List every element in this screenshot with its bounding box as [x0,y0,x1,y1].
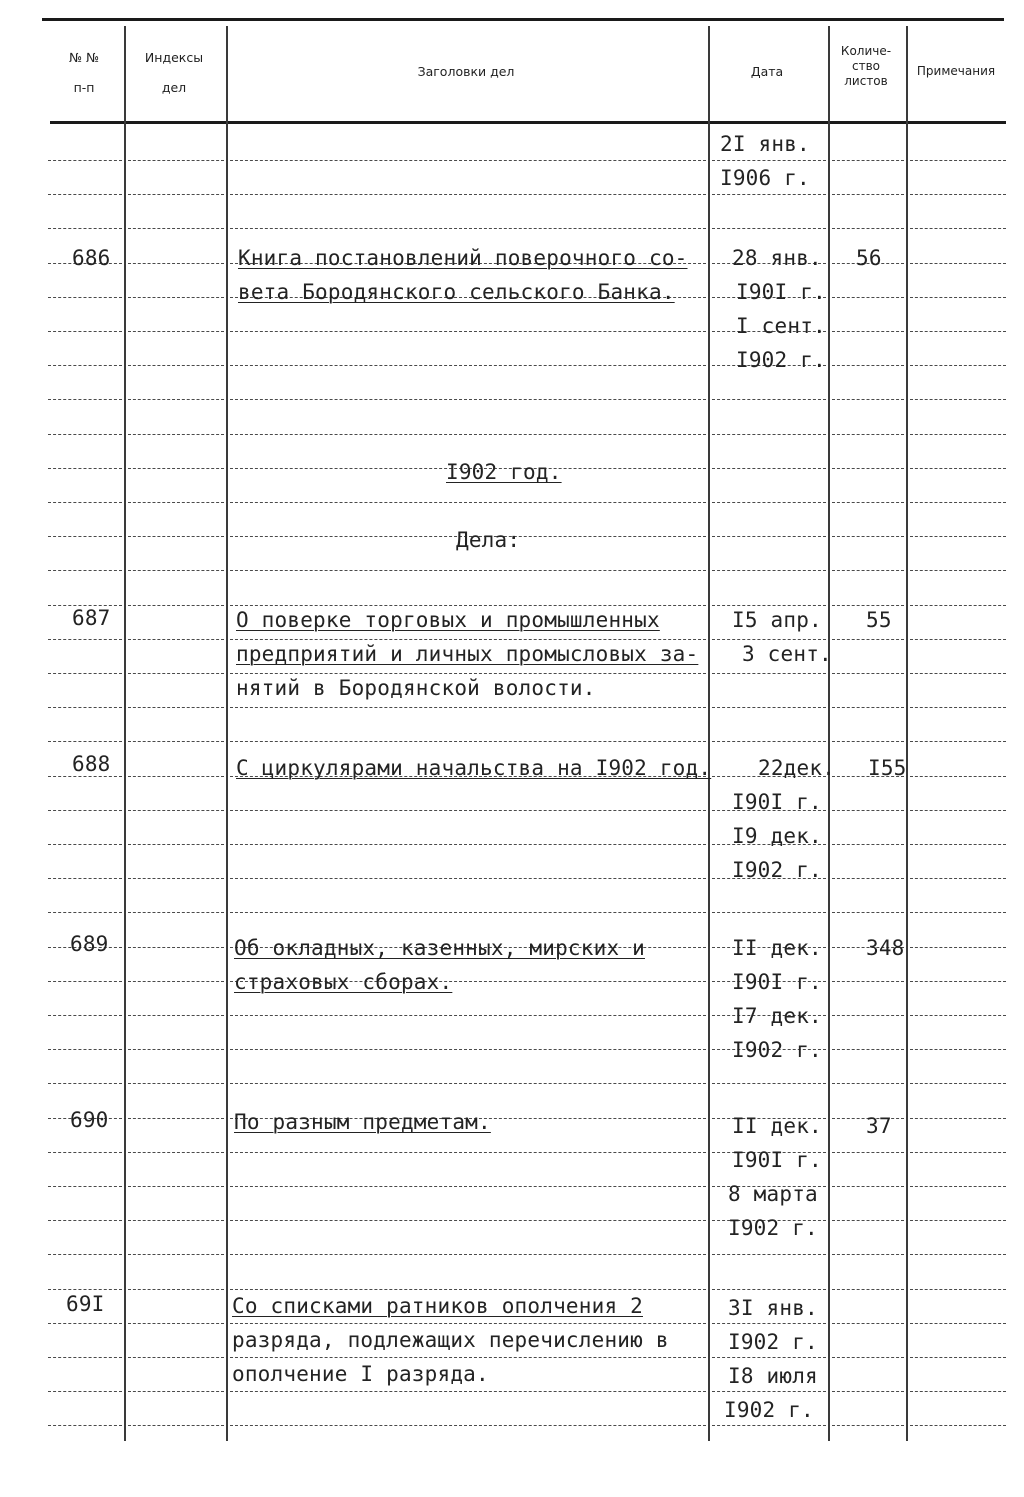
ruled-line [910,1425,1006,1426]
ruled-line [832,912,904,913]
ruled-line [230,570,706,571]
ruled-line [910,605,1006,606]
header-top-border [42,18,1004,21]
ruled-line [832,570,904,571]
ruled-line [230,1049,706,1050]
ruled-line [48,878,122,879]
ruled-line [832,1083,904,1084]
ruled-line [712,468,826,469]
ruled-line [230,331,706,332]
entry-688-date-3: I9 дек. [732,824,822,848]
ruled-line [832,1015,904,1016]
ruled-line [832,1049,904,1050]
ruled-line [230,228,706,229]
ruled-line [910,160,1006,161]
ruled-line [128,468,224,469]
ruled-line [128,1083,224,1084]
ruled-line [910,502,1006,503]
ruled-line [910,1049,1006,1050]
ruled-line [832,810,904,811]
entry-687-title-1: О поверке торговых и промышленных [236,608,660,632]
section-year: I902 год. [446,460,562,484]
ruled-line [128,1391,224,1392]
entry-691-date-1: 3I янв. [728,1296,818,1320]
ruled-line [128,365,224,366]
ruled-line [832,639,904,640]
ruled-line [230,707,706,708]
entry-688-title-1: С циркулярами начальства на I902 год. [236,756,712,780]
ruled-line [48,297,122,298]
ruled-line [48,194,122,195]
ruled-line [832,707,904,708]
ruled-line [832,844,904,845]
ruled-line [910,228,1006,229]
ruled-line [230,1357,706,1358]
ruled-line [128,331,224,332]
entry-690-date-4: I902 г. [728,1216,818,1240]
carryover-date-1: 2I янв. [720,132,810,156]
ruled-line [48,981,122,982]
ruled-line [910,1015,1006,1016]
col-divider-2 [226,26,228,1441]
ruled-line [128,673,224,674]
entry-686-sheets: 56 [856,246,882,270]
ruled-line [230,160,706,161]
ruled-line [712,570,826,571]
ruled-line [48,570,122,571]
entry-690-sheets: 37 [866,1114,892,1138]
entry-689-date-1: II дек. [732,936,822,960]
ruled-line [712,1323,826,1324]
ruled-line [48,1323,122,1324]
ruled-line [128,912,224,913]
ruled-line [910,1118,1006,1119]
ruled-line [230,741,706,742]
ruled-line [832,605,904,606]
ruled-line [48,331,122,332]
ruled-line [230,878,706,879]
ruled-line [712,1289,826,1290]
entry-690-date-3: 8 марта [728,1182,818,1206]
ruled-line [712,912,826,913]
ruled-line [48,1152,122,1153]
entry-689-title-2: страховых сборах. [234,970,453,994]
ruled-line [832,297,904,298]
ruled-line [128,878,224,879]
ruled-line [712,228,826,229]
ruled-line [48,1049,122,1050]
ruled-line [910,878,1006,879]
ruled-line [230,1254,706,1255]
header-bottom-border [50,121,1006,124]
entry-689-number: 689 [70,932,109,956]
ruled-line [48,844,122,845]
entry-691-date-3: I8 июля [728,1364,818,1388]
ruled-line [48,399,122,400]
ruled-line [230,639,706,640]
ruled-line [910,468,1006,469]
ruled-line [48,1083,122,1084]
entry-691-title-2: разряда, подлежащих перечислению в [232,1328,669,1352]
ruled-line [910,981,1006,982]
ruled-line [48,912,122,913]
ruled-line [230,1289,706,1290]
ruled-line [832,502,904,503]
ruled-line [48,468,122,469]
entry-691-date-2: I902 г. [728,1330,818,1354]
ruled-line [230,502,706,503]
ruled-line [128,776,224,777]
entry-686-title-2: вета Бородянского сельского Банка. [238,280,675,304]
ruled-line [832,1152,904,1153]
ruled-line [832,468,904,469]
ruled-line [712,399,826,400]
ruled-line [832,434,904,435]
ruled-line [230,673,706,674]
ruled-line [712,536,826,537]
col-divider-4 [828,26,830,1441]
entry-691-number: 69I [66,1292,105,1316]
entry-689-date-2: I90I г. [732,970,822,994]
ruled-line [910,707,1006,708]
ruled-line [230,1323,706,1324]
ruled-line [910,810,1006,811]
ruled-line [832,673,904,674]
entry-691-date-4: I902 г. [724,1398,814,1422]
entry-688-date-2: I90I г. [732,790,822,814]
ruled-line [910,947,1006,948]
ruled-line [712,707,826,708]
entry-687-title-3: нятий в Бородянской волости. [236,676,596,700]
ruled-line [712,1391,826,1392]
ruled-line [910,194,1006,195]
ruled-line [128,194,224,195]
ruled-line [712,194,826,195]
ruled-line [48,1186,122,1187]
ruled-line [48,434,122,435]
ruled-line [910,1323,1006,1324]
col-divider-5 [906,26,908,1441]
ruled-line [832,1323,904,1324]
ruled-line [128,947,224,948]
ruled-line [128,1323,224,1324]
ruled-line [128,502,224,503]
carryover-date-2: I906 г. [720,166,810,190]
ruled-line [910,1220,1006,1221]
ruled-line [910,912,1006,913]
ruled-line [230,365,706,366]
entry-690-title-1: По разным предметам. [234,1110,491,1134]
ruled-line [48,1015,122,1016]
ruled-line [128,707,224,708]
ruled-line [230,1220,706,1221]
ruled-line [712,605,826,606]
ruled-line [832,981,904,982]
ruled-line [910,639,1006,640]
header-sheets: Количе- ство листов [840,44,892,88]
ruled-line [128,810,224,811]
entry-690-date-1: II дек. [732,1114,822,1138]
ruled-line [832,1220,904,1221]
ruled-line [712,639,826,640]
ruled-line [128,1015,224,1016]
ruled-line [910,434,1006,435]
ruled-line [712,673,826,674]
ruled-line [48,502,122,503]
ruled-line [230,1152,706,1153]
header-date: Дата [750,64,784,79]
ruled-line [910,1289,1006,1290]
ruled-line [832,741,904,742]
ruled-line [910,1083,1006,1084]
ruled-line [230,605,706,606]
ruled-line [48,1391,122,1392]
ruled-line [910,570,1006,571]
ruled-line [128,160,224,161]
ruled-line [832,194,904,195]
ruled-line [48,160,122,161]
ruled-line [832,160,904,161]
ruled-line [128,1425,224,1426]
ruled-line [128,639,224,640]
ruled-line [910,1357,1006,1358]
ruled-line [128,297,224,298]
ruled-line [48,536,122,537]
ruled-line [712,160,826,161]
section-label: Дела: [456,528,521,552]
entry-689-date-3: I7 дек. [732,1004,822,1028]
ruled-line [48,1254,122,1255]
ruled-line [910,399,1006,400]
ruled-line [910,741,1006,742]
entry-691-title-3: ополчение I разряда. [232,1362,489,1386]
entry-688-number: 688 [72,752,111,776]
ruled-line [48,810,122,811]
entry-686-title-1: Книга постановлений поверочного со- [238,246,688,270]
ruled-line [712,741,826,742]
ruled-line [910,673,1006,674]
ruled-line [712,1425,826,1426]
ruled-line [230,1391,706,1392]
ruled-line [832,536,904,537]
ruled-line [48,1425,122,1426]
ruled-line [48,365,122,366]
entry-687-title-2: предприятий и личных промысловых за- [236,642,699,666]
entry-691-title-1: Со списками ратников ополчения 2 [232,1294,643,1318]
ruled-line [832,1186,904,1187]
ruled-line [48,673,122,674]
entry-687-date-1: I5 апр. [732,608,822,632]
entry-690-date-2: I90I г. [732,1148,822,1172]
ruled-line [910,776,1006,777]
entry-687-number: 687 [72,606,111,630]
ruled-line [832,878,904,879]
ruled-line [128,981,224,982]
ruled-line [910,263,1006,264]
ruled-line [910,331,1006,332]
entry-687-date-2: 3 сент. [742,642,832,666]
ruled-line [832,1357,904,1358]
ruled-line [128,536,224,537]
ruled-line [48,1357,122,1358]
ruled-line [128,844,224,845]
entry-686-number: 686 [72,246,111,270]
entry-686-date-2: I90I г. [736,280,826,304]
ruled-line [910,844,1006,845]
ruled-line [712,1357,826,1358]
ruled-line [128,1049,224,1050]
ruled-line [832,1289,904,1290]
ruled-line [128,1357,224,1358]
ruled-line [712,1254,826,1255]
ruled-line [230,844,706,845]
ruled-line [910,1254,1006,1255]
ruled-line [910,536,1006,537]
header-index: Индексы дел [144,50,204,95]
ruled-line [230,1015,706,1016]
entry-686-date-4: I902 г. [736,348,826,372]
ruled-line [832,331,904,332]
ruled-line [832,1391,904,1392]
ruled-line [712,1083,826,1084]
ruled-line [230,1083,706,1084]
ruled-line [230,434,706,435]
ruled-line [128,434,224,435]
entry-686-date-1: 28 янв. [732,246,822,270]
ruled-line [128,1254,224,1255]
header-number: № № п-п [69,50,99,95]
ruled-line [128,605,224,606]
ruled-line [128,399,224,400]
ruled-line [128,570,224,571]
ruled-line [128,741,224,742]
ruled-line [48,707,122,708]
ruled-line [910,1152,1006,1153]
ruled-line [128,1152,224,1153]
ruled-line [712,502,826,503]
ruled-line [230,1425,706,1426]
ruled-line [128,1118,224,1119]
entry-688-sheets: I55 [868,756,907,780]
ruled-line [48,1289,122,1290]
ruled-line [832,228,904,229]
ruled-line [128,1220,224,1221]
entry-689-title-1: Об окладных, казенных, мирских и [234,936,645,960]
ruled-line [910,365,1006,366]
ruled-line [230,912,706,913]
entry-688-date-4: I902 г. [732,858,822,882]
ruled-line [712,434,826,435]
ruled-line [910,1186,1006,1187]
entry-688-date-1: 22дек. [758,756,836,780]
ruled-line [230,194,706,195]
ruled-line [910,1391,1006,1392]
ruled-line [230,1186,706,1187]
entry-686-date-3: I сент. [736,314,826,338]
ruled-line [128,263,224,264]
entry-687-sheets: 55 [866,608,892,632]
ruled-line [128,1289,224,1290]
ruled-line [832,365,904,366]
header-notes: Примечания [916,64,996,78]
ruled-line [230,810,706,811]
entry-689-sheets: 348 [866,936,905,960]
col-divider-3 [708,26,710,1441]
col-divider-1 [124,26,126,1441]
ruled-line [832,1254,904,1255]
ruled-line [128,1186,224,1187]
ruled-line [832,399,904,400]
ruled-line [230,399,706,400]
ruled-line [128,228,224,229]
ruled-line [832,1425,904,1426]
header-title: Заголовки дел [417,64,515,79]
entry-690-number: 690 [70,1108,109,1132]
ruled-line [48,741,122,742]
ruled-line [910,297,1006,298]
entry-689-date-4: I902 г. [732,1038,822,1062]
ruled-line [48,1220,122,1221]
ruled-line [48,639,122,640]
ruled-line [48,228,122,229]
